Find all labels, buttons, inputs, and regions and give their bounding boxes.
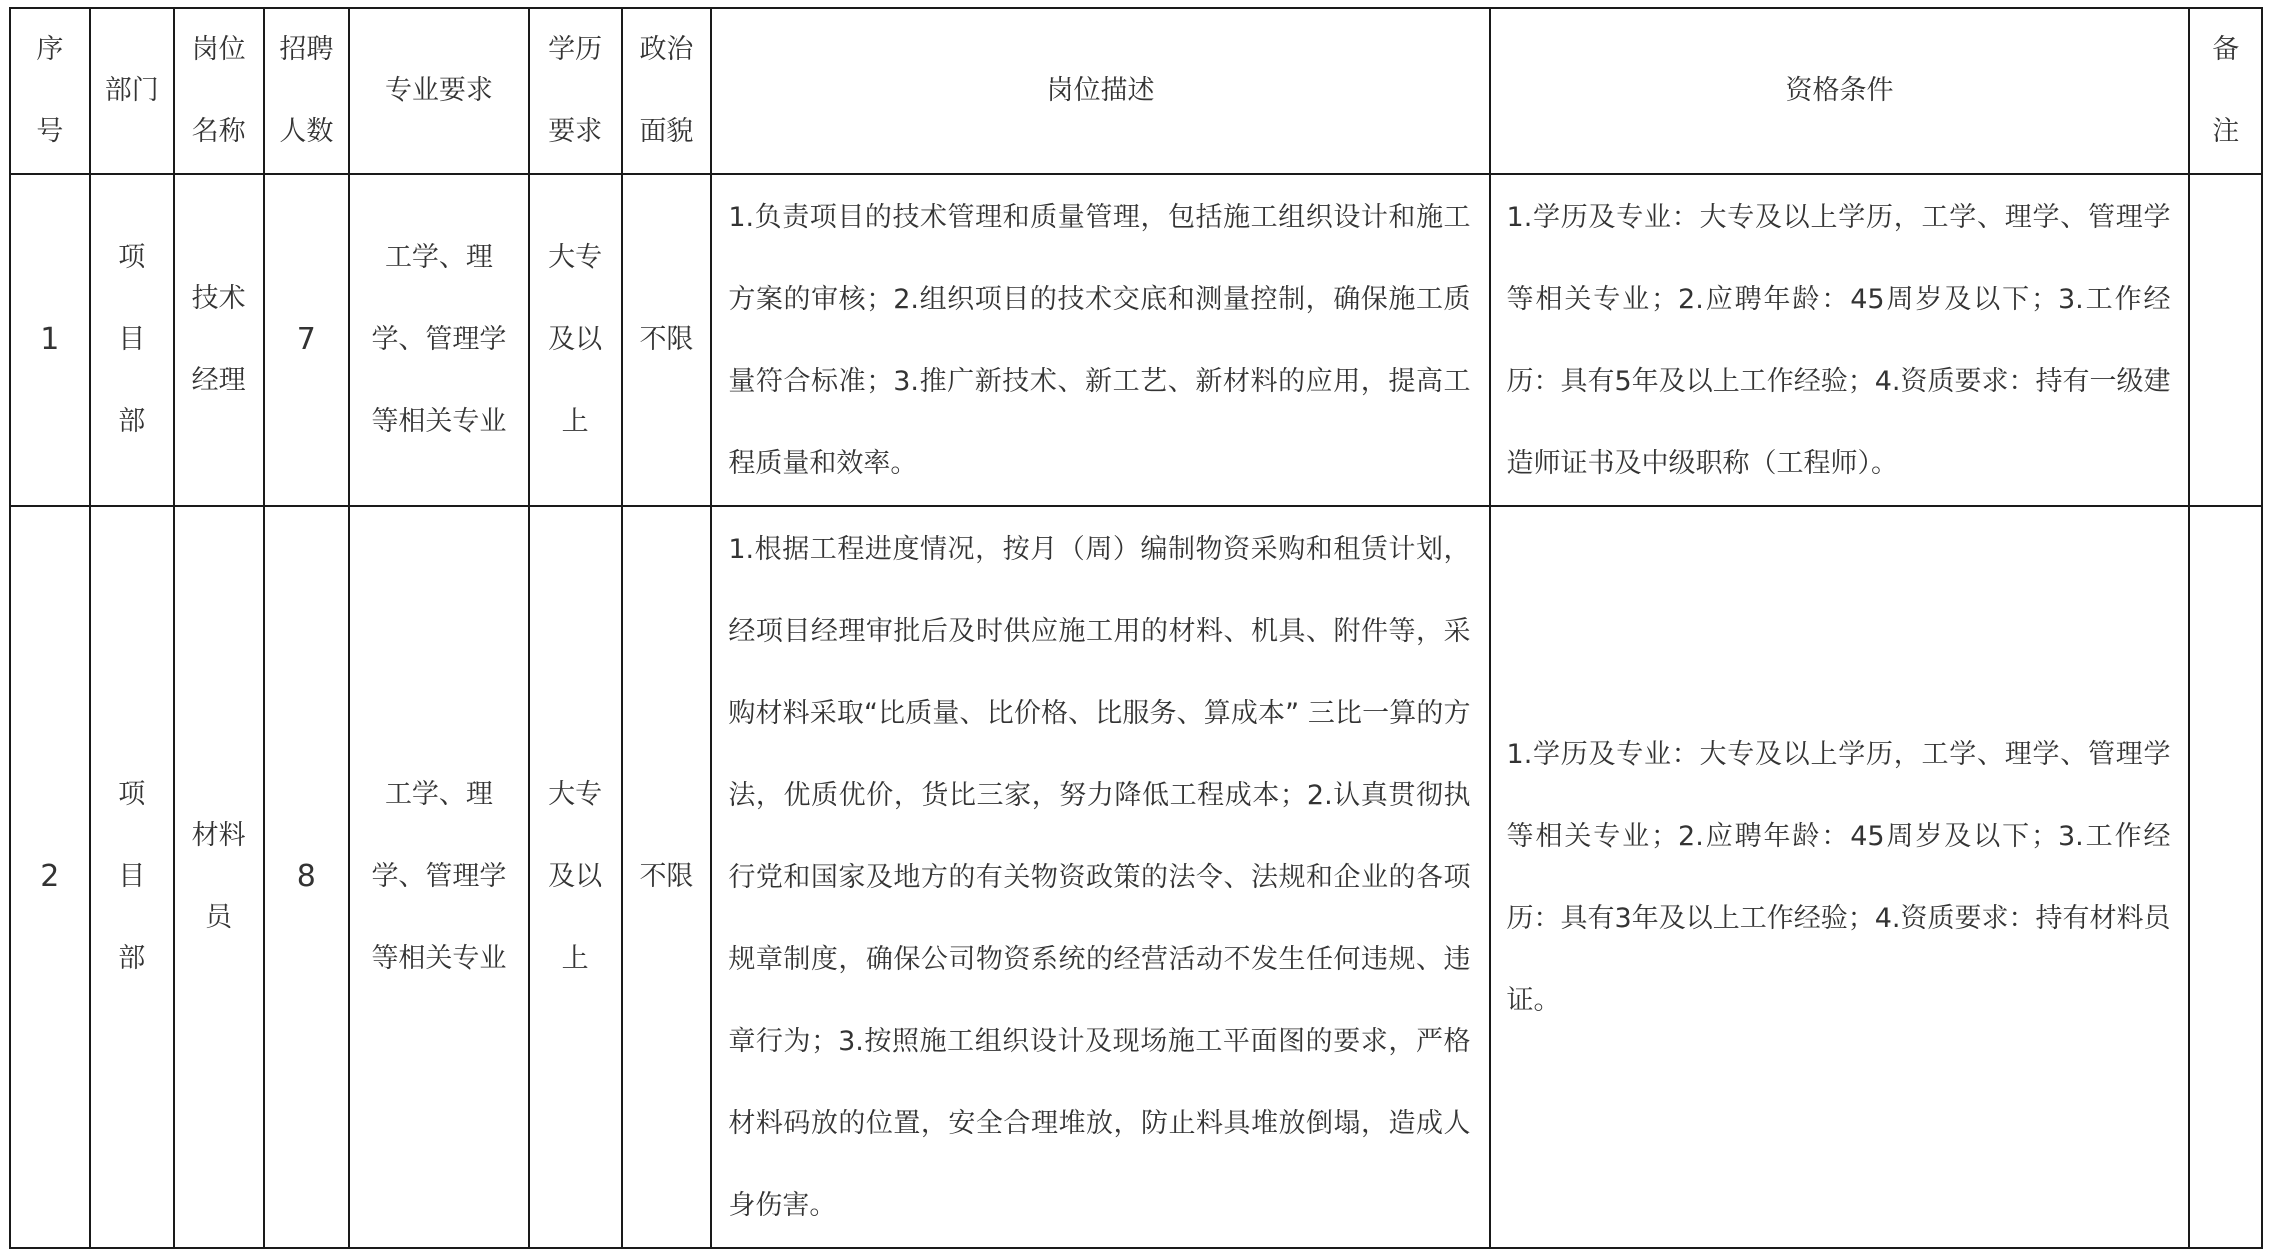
cell-major: 工学、理学、管理学等相关专业 <box>349 174 529 506</box>
header-row <box>10 8 2262 174</box>
cell-education: 大专及以上 <box>529 174 622 506</box>
cell-index: 2 <box>10 506 90 1248</box>
header-index: 序号 <box>10 8 90 174</box>
cell-index: 1 <box>10 174 90 506</box>
cell-department: 项目部 <box>90 506 174 1248</box>
recruitment-table-container <box>9 7 2263 1241</box>
table-row <box>10 506 2262 1248</box>
cell-education: 大专及以上 <box>529 506 622 1248</box>
cell-remark <box>2189 506 2262 1248</box>
header-political: 政治面貌 <box>622 8 712 174</box>
header-major: 专业要求 <box>349 8 529 174</box>
cell-headcount: 8 <box>264 506 350 1248</box>
header-position: 岗位名称 <box>174 8 264 174</box>
header-department: 部门 <box>90 8 174 174</box>
header-description: 岗位描述 <box>711 8 1489 174</box>
table-row <box>10 174 2262 506</box>
header-education: 学历要求 <box>529 8 622 174</box>
cell-description: 1.负责项目的技术管理和质量管理，包括施工组织设计和施工方案的审核；2.组织项目的技术交底和测量控制，确保施工质量符合标准；3.推广新技术、新工艺、新材料的应用，提高工程质量和效率。 <box>711 174 1489 506</box>
cell-department: 项目部 <box>90 174 174 506</box>
header-remark: 备注 <box>2189 8 2262 174</box>
cell-political: 不限 <box>622 506 712 1248</box>
cell-remark <box>2189 174 2262 506</box>
header-headcount: 招聘人数 <box>264 8 350 174</box>
cell-description: 1.根据工程进度情况，按月（周）编制物资采购和租赁计划，经项目经理审批后及时供应施工用的材料、机具、附件等，采购材料采取“比质量、比价格、比服务、算成本” 三比一算的方法，优质优价，货比三家，努力降低工程成本；2.认真贯彻执行党和国家及地方的有关物资政策的法令、法规和企业的各项规章制度，确保公司物资系统的经营活动不发生任何违规、违章行为；3.按照施工组织设计及现场施工平面图的要求，严格材料码放的位置，安全合理堆放，防止料具堆放倒塌，造成人身伤害。 <box>711 506 1489 1248</box>
header-qualification: 资格条件 <box>1490 8 2190 174</box>
cell-political: 不限 <box>622 174 712 506</box>
recruitment-table <box>9 7 2263 1249</box>
cell-major: 工学、理学、管理学等相关专业 <box>349 506 529 1248</box>
cell-position: 技术经理 <box>174 174 264 506</box>
cell-qualification: 1.学历及专业：大专及以上学历，工学、理学、管理学等相关专业；2.应聘年龄：45周岁及以下；3.工作经历：具有5年及以上工作经验；4.资质要求：持有一级建造师证书及中级职称（工程师）。 <box>1490 174 2190 506</box>
cell-headcount: 7 <box>264 174 350 506</box>
cell-qualification: 1.学历及专业：大专及以上学历，工学、理学、管理学等相关专业；2.应聘年龄：45周岁及以下；3.工作经历：具有3年及以上工作经验；4.资质要求：持有材料员证。 <box>1490 506 2190 1248</box>
cell-position: 材料员 <box>174 506 264 1248</box>
